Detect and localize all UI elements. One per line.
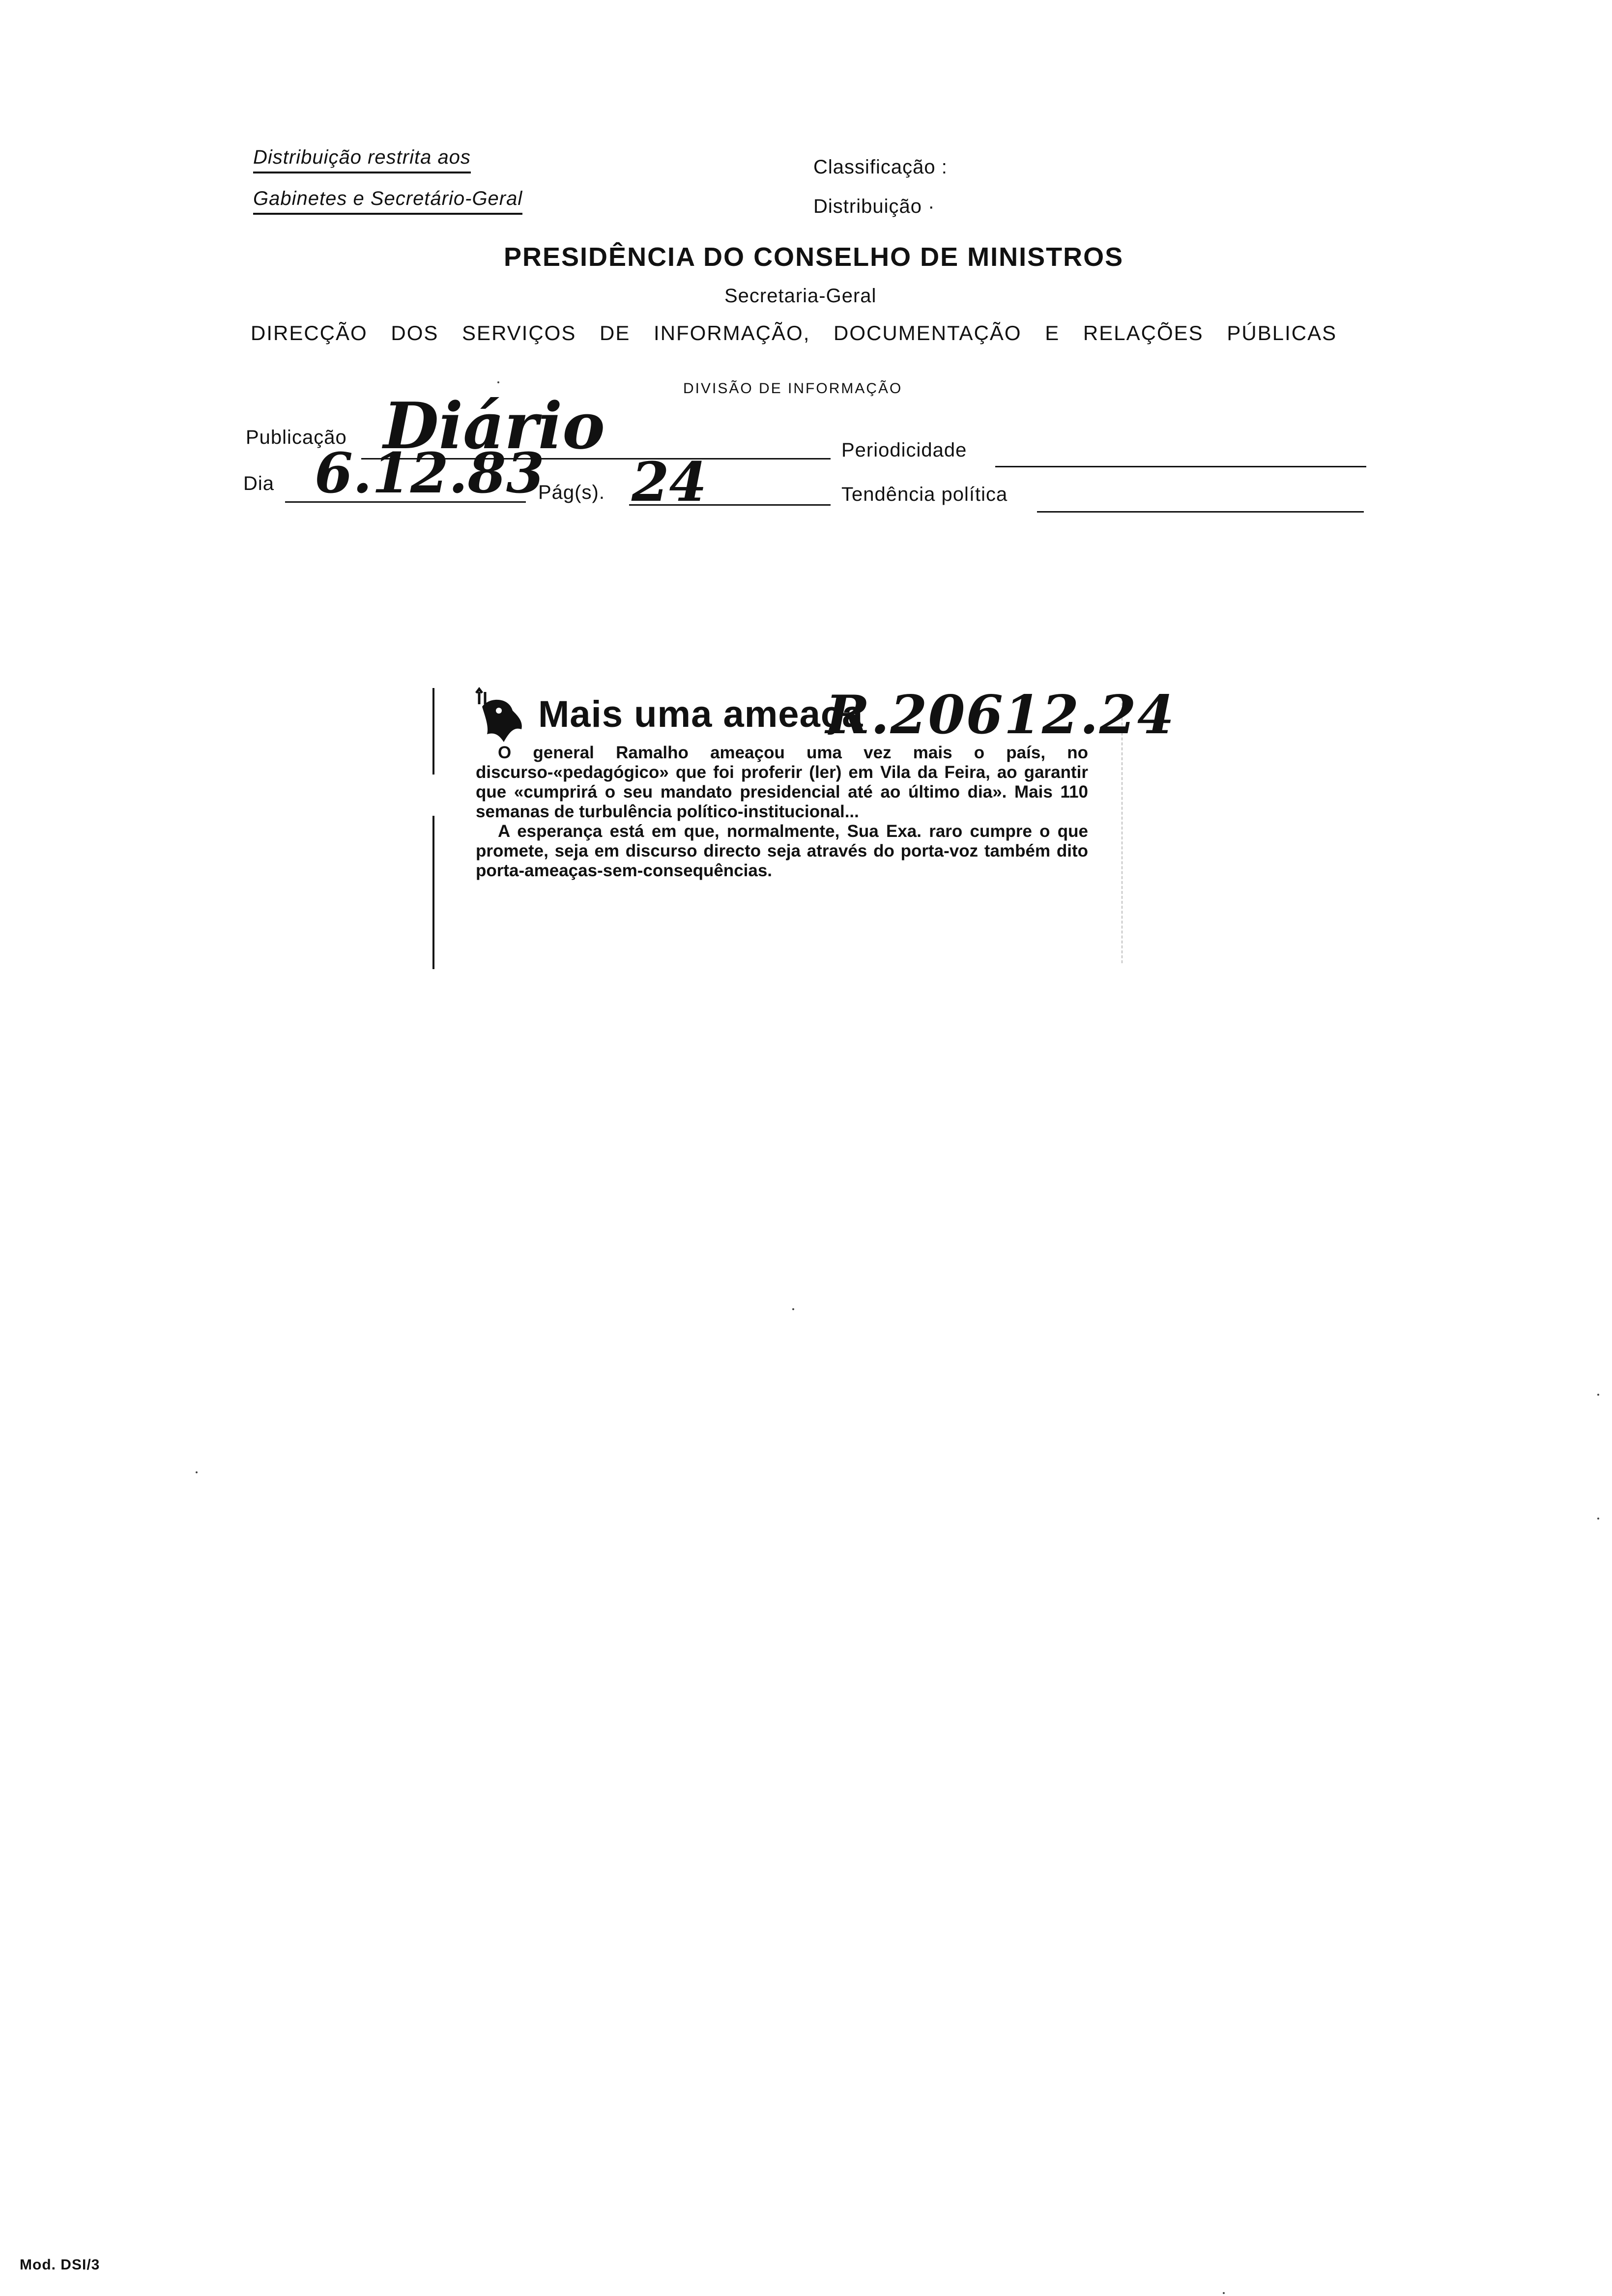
classificacao-label: Classificação : [813, 156, 948, 178]
periodicidade-rule [995, 466, 1366, 467]
publicacao-label: Publicação [246, 427, 347, 448]
pags-handwriting: 24 [632, 450, 707, 514]
ink-speck [497, 381, 499, 383]
scan-speck [1597, 1394, 1599, 1396]
scan-speck [792, 1308, 794, 1310]
distribution-restricted-line1: Distribuição restrita aos [253, 146, 471, 173]
form-model-code: Mod. DSI/3 [20, 2257, 100, 2273]
scan-speck [1223, 2292, 1225, 2294]
distribution-restricted-line2: Gabinetes e Secretário-Geral [253, 188, 522, 215]
devil-icon [474, 687, 528, 746]
clipping-paragraph-2: A esperança está em que, normalmente, Sua Exa. raro cumpre o que promete, seja em discurso directo seja através do porta-voz também dito porta-ameaças-sem-consequências. [476, 822, 1088, 880]
distribuicao-label: Distribuição · [813, 196, 935, 217]
dia-handwriting: 6.12.83 [315, 441, 545, 506]
secretaria-subtitle: Secretaria-Geral [724, 285, 877, 307]
pags-label: Pág(s). [538, 482, 605, 503]
clipping-title: Mais uma ameaça [538, 693, 864, 735]
scan-speck [1597, 1518, 1599, 1520]
clipping-paragraph-1: O general Ramalho ameaçou uma vez mais o país, no discurso-«pedagógico» que foi proferir (ler) em Vila da Feira, ao garantir que «cumprirá o seu mandato presidencial até ao último dia». Mais 110 semanas de turbulência político-institucional... [476, 743, 1088, 821]
clipping-left-border-top [432, 688, 434, 775]
tendencia-rule [1037, 511, 1364, 513]
scan-speck [196, 1471, 198, 1473]
clipping-body [476, 743, 1088, 881]
clipping-left-border-bottom [432, 816, 434, 969]
publicacao-handwriting: Diário [383, 388, 605, 463]
periodicidade-label: Periodicidade [841, 439, 967, 461]
dia-label: Dia [243, 473, 275, 494]
direccao-heading: DIRECÇÃO DOS SERVIÇOS DE INFORMAÇÃO, DOCUMENTAÇÃO E RELAÇÕES PÚBLICAS [251, 321, 1337, 344]
divisao-heading: DIVISÃO DE INFORMAÇÃO [683, 380, 903, 397]
ministry-title: PRESIDÊNCIA DO CONSELHO DE MINISTROS [504, 242, 1124, 272]
tendencia-label: Tendência política [841, 484, 1008, 505]
archive-annotation: R.20612.24 [826, 684, 1175, 746]
